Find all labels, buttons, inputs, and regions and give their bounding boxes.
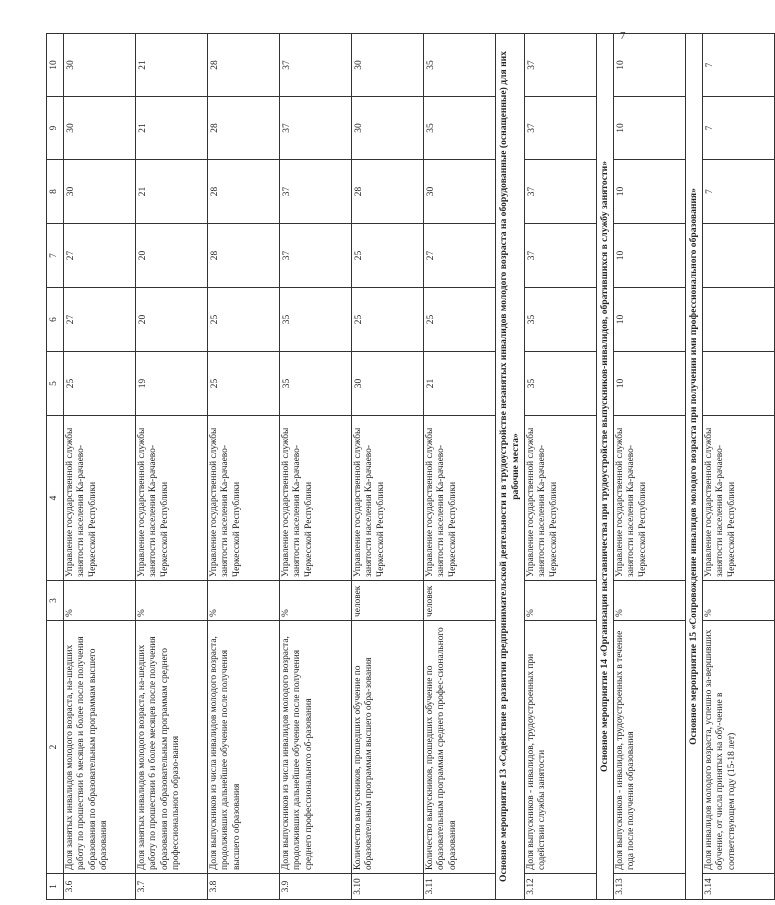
section-heading: Основное мероприятие 14 «Организация наставничества при трудоустройстве выпускников-инвалидов, обратившихся в службу занятости» (597, 34, 614, 900)
indicator-row (352, 34, 424, 900)
column-number: 4 (47, 416, 64, 581)
year-value: 28 (208, 97, 280, 160)
year-value: 21 (136, 34, 208, 97)
executor: Управление государственной службы занятости населения Ка-рачаево-Черкесской Республики (703, 416, 775, 581)
year-value: 37 (525, 160, 597, 224)
year-value: 28 (208, 34, 280, 97)
year-value: 30 (64, 160, 136, 224)
column-number: 6 (47, 288, 64, 352)
year-value: 35 (424, 34, 496, 97)
year-value: 37 (525, 224, 597, 288)
indicator-name: Доля выпускников из числа инвалидов молодого возраста, продолживших дальнейшее обучение после получения высшего образования (208, 621, 280, 874)
year-value (703, 352, 775, 416)
section-heading-row (686, 34, 703, 900)
indicator-name: Доля выпускников из числа инвалидов молодого возраста, продолживших дальнейшее обучение после получения среднего профессионального об-разования (280, 621, 352, 874)
year-value: 27 (64, 288, 136, 352)
unit-of-measure: человек (424, 581, 496, 621)
year-value: 25 (64, 352, 136, 416)
unit-of-measure: % (208, 581, 280, 621)
year-value: 21 (424, 352, 496, 416)
year-value: 35 (525, 352, 597, 416)
year-value: 28 (352, 160, 424, 224)
executor: Управление государственной службы занятости населения Ка-рачаево-Черкесской Республики (280, 416, 352, 581)
executor: Управление государственной службы занятости населения Ка-рачаево-Черкесской Республики (136, 416, 208, 581)
section-heading-row (597, 34, 614, 900)
row-number: 3.6 (64, 874, 136, 900)
section-heading: Основное мероприятие 13 «Содействие в развитии предпринимательской деятельности и в трудоустройстве незанятых инвалидов молодого возраста на оборудованные (оснащенные) для них рабочие места» (496, 34, 525, 900)
year-value: 30 (352, 97, 424, 160)
unit-of-measure: % (703, 581, 775, 621)
year-value: 27 (64, 224, 136, 288)
column-number: 1 (47, 874, 64, 900)
year-value: 25 (424, 288, 496, 352)
column-number-row (47, 34, 64, 900)
table-body (47, 34, 775, 900)
year-value: 10 (614, 97, 686, 160)
year-value: 30 (64, 97, 136, 160)
year-value: 25 (352, 288, 424, 352)
year-value: 20 (136, 224, 208, 288)
indicator-row (525, 34, 597, 900)
year-value: 35 (424, 97, 496, 160)
year-value: 10 (614, 352, 686, 416)
row-number: 3.8 (208, 874, 280, 900)
year-value: 27 (424, 224, 496, 288)
page-number: 7 (620, 30, 626, 42)
executor: Управление государственной службы занятости населения Ка-рачаево-Черкесской Республики (614, 416, 686, 581)
indicator-name: Доля выпускников - инвалидов, трудоустроенных при содействии службы занятости (525, 621, 597, 874)
year-value: 35 (280, 352, 352, 416)
indicator-name: Количество выпускников, прошедших обучение по образовательным программам среднего профес-сионального образования (424, 621, 496, 874)
year-value: 21 (136, 160, 208, 224)
column-number: 3 (47, 581, 64, 621)
indicator-row (64, 34, 136, 900)
column-number: 10 (47, 34, 64, 97)
indicator-row (703, 34, 775, 900)
year-value: 7 (703, 97, 775, 160)
row-number: 3.14 (703, 874, 775, 900)
indicator-name: Количество выпускников, прошедших обучение по образовательным программам высшего обра-зования (352, 621, 424, 874)
year-value: 30 (424, 160, 496, 224)
column-number: 8 (47, 160, 64, 224)
year-value: 28 (208, 160, 280, 224)
year-value: 35 (525, 288, 597, 352)
indicator-name: Доля занятых инвалидов молодого возраста, на-шедших работу по прошествии 6 месяцев и более после получения образования по образовательным программам высшего образования (64, 621, 136, 874)
year-value: 30 (352, 352, 424, 416)
year-value: 21 (136, 97, 208, 160)
unit-of-measure: % (136, 581, 208, 621)
executor: Управление государственной службы занятости населения Ка-рачаево-Черкесской Республики (208, 416, 280, 581)
executor: Управление государственной службы занятости населения Ка-рачаево-Черкесской Республики (525, 416, 597, 581)
indicator-row (614, 34, 686, 900)
row-number: 3.11 (424, 874, 496, 900)
year-value: 25 (208, 288, 280, 352)
indicator-row (136, 34, 208, 900)
year-value: 25 (352, 224, 424, 288)
year-value: 37 (280, 97, 352, 160)
row-number: 3.9 (280, 874, 352, 900)
year-value: 37 (280, 160, 352, 224)
executor: Управление государственной службы занятости населения Ка-рачаево-Черкесской Республики (352, 416, 424, 581)
row-number: 3.12 (525, 874, 597, 900)
year-value: 10 (614, 160, 686, 224)
column-number: 2 (47, 621, 64, 874)
indicators-table (46, 33, 775, 900)
year-value: 37 (280, 34, 352, 97)
year-value: 10 (614, 34, 686, 97)
year-value: 7 (703, 160, 775, 224)
year-value: 10 (614, 288, 686, 352)
executor: Управление государственной службы занятости населения Ка-рачаево-Черкесской Республики (64, 416, 136, 581)
column-number: 7 (47, 224, 64, 288)
year-value: 25 (208, 352, 280, 416)
indicator-name: Доля занятых инвалидов молодого возраста, на-шедших работу по прошествии 6 и более месяцев после получения образования по образовательным программам среднего профессионального образо-вания (136, 621, 208, 874)
section-heading: Основное мероприятие 15 «Сопровождение инвалидов молодого возраста при получении ими профессионального образования» (686, 34, 703, 900)
year-value (703, 224, 775, 288)
year-value: 37 (280, 224, 352, 288)
executor: Управление государственной службы занятости населения Ка-рачаево-Черкесской Республики (424, 416, 496, 581)
year-value: 28 (208, 224, 280, 288)
indicator-row (280, 34, 352, 900)
unit-of-measure: % (614, 581, 686, 621)
year-value: 19 (136, 352, 208, 416)
unit-of-measure: % (280, 581, 352, 621)
indicator-name: Доля инвалидов молодого возраста, успешно за-вершивших обучение, от числа принятых на обу-чение в соответствующем году (15-18 лет) (703, 621, 775, 874)
unit-of-measure: человек (352, 581, 424, 621)
indicator-row (208, 34, 280, 900)
column-number: 9 (47, 97, 64, 160)
year-value (703, 288, 775, 352)
unit-of-measure: % (525, 581, 597, 621)
year-value: 37 (525, 97, 597, 160)
year-value: 35 (280, 288, 352, 352)
section-heading-row (496, 34, 525, 900)
rotated-table-area (46, 34, 737, 900)
row-number: 3.7 (136, 874, 208, 900)
indicator-name: Доля выпускников - инвалидов, трудоустроенных в течение года после получения образования (614, 621, 686, 874)
year-value: 7 (703, 34, 775, 97)
year-value: 30 (64, 34, 136, 97)
year-value: 37 (525, 34, 597, 97)
indicator-row (424, 34, 496, 900)
row-number: 3.13 (614, 874, 686, 900)
year-value: 30 (352, 34, 424, 97)
year-value: 20 (136, 288, 208, 352)
year-value: 10 (614, 224, 686, 288)
column-number: 5 (47, 352, 64, 416)
unit-of-measure: % (64, 581, 136, 621)
row-number: 3.10 (352, 874, 424, 900)
